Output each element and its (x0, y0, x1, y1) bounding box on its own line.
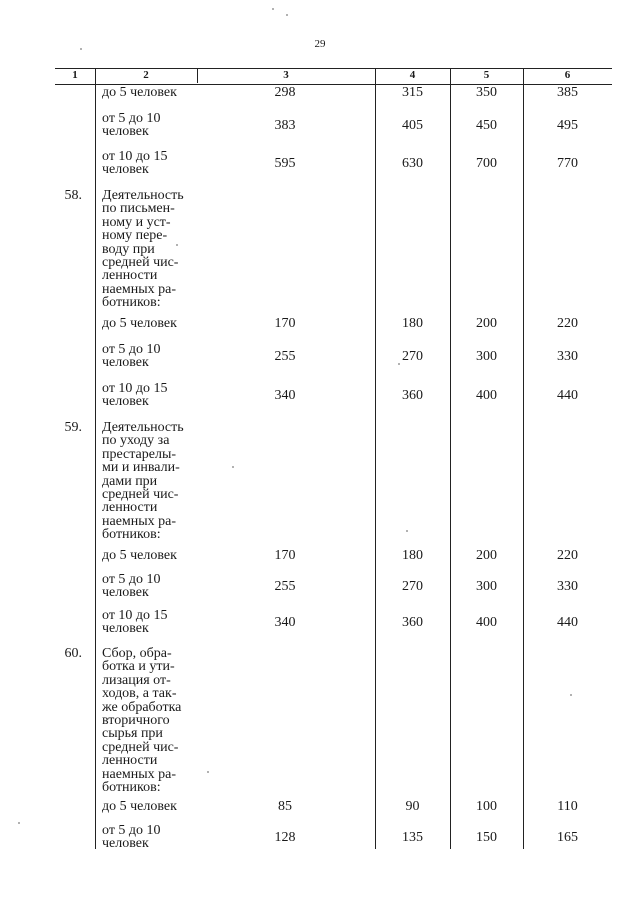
rate-col-3: 255 (274, 349, 296, 364)
rate-col-6: 110 (557, 799, 578, 814)
rate-col-4: 90 (405, 799, 420, 814)
row-description: Сбор, обра- ботка и ути- лизация от- ходов, а так- же обработка вторичного сырья при средней чис- ленности наемных ра- ботников: (102, 646, 182, 796)
header-col-2: 2 (143, 69, 149, 81)
rate-col-5: 400 (476, 615, 497, 630)
rate-col-4: 360 (402, 615, 423, 630)
rate-col-5: 200 (476, 316, 497, 331)
column-divider (197, 68, 198, 83)
rate-col-6: 165 (557, 830, 578, 845)
scan-speck (232, 466, 234, 468)
rate-col-6: 220 (557, 548, 578, 563)
rate-col-3: 128 (274, 830, 296, 845)
page-number: 29 (314, 38, 326, 50)
header-col-5: 5 (483, 69, 490, 81)
column-divider (375, 68, 376, 849)
rate-col-6: 330 (557, 579, 578, 594)
rate-col-6: 770 (557, 156, 578, 171)
scan-speck (286, 14, 288, 16)
rate-col-6: 440 (557, 615, 578, 630)
column-divider (523, 68, 524, 849)
rate-col-4: 135 (402, 830, 423, 845)
header-col-3: 3 (283, 69, 289, 81)
row-description: от 5 до 10 человек (102, 111, 161, 140)
row-description: Деятельность по письмен- ному и уст- ному пере- воду при средней чис- ленности наемных ра- ботников: (102, 188, 184, 311)
scan-speck (406, 530, 408, 532)
row-description: до 5 человек (102, 799, 177, 814)
row-number: 60. (64, 646, 82, 661)
rate-col-5: 300 (476, 349, 497, 364)
row-description: от 10 до 15 человек (102, 608, 168, 637)
rate-col-3: 85 (278, 799, 292, 814)
scan-speck (80, 48, 82, 50)
row-description: Деятельность по уходу за престарелы- ми и инвали- дами при средней чис- ленности наемных ра- ботников: (102, 420, 184, 543)
scan-speck (18, 822, 20, 824)
rate-col-5: 150 (476, 830, 497, 845)
column-divider (450, 68, 451, 849)
rate-col-6: 385 (557, 85, 578, 100)
rate-col-3: 255 (274, 579, 296, 594)
rate-col-3: 170 (274, 548, 296, 563)
rate-col-4: 270 (402, 579, 423, 594)
rate-col-6: 220 (557, 316, 578, 331)
row-number: 58. (64, 188, 82, 203)
rate-col-6: 440 (557, 388, 578, 403)
rate-col-3: 340 (274, 388, 296, 403)
rate-col-4: 180 (402, 316, 423, 331)
row-description: от 10 до 15 человек (102, 381, 168, 410)
row-description: от 5 до 10 человек (102, 572, 161, 601)
rate-col-6: 495 (557, 118, 578, 133)
rate-col-5: 350 (476, 85, 497, 100)
scan-speck (398, 363, 400, 365)
row-description: до 5 человек (102, 85, 177, 100)
rate-col-5: 700 (476, 156, 497, 171)
row-description: до 5 человек (102, 548, 177, 563)
rate-col-4: 315 (402, 85, 423, 100)
rate-col-4: 405 (402, 118, 423, 133)
column-divider (95, 68, 96, 849)
scan-speck (272, 8, 274, 10)
rate-col-5: 100 (476, 799, 497, 814)
rate-col-3: 340 (274, 615, 296, 630)
header-col-4: 4 (409, 69, 416, 81)
rate-col-5: 400 (476, 388, 497, 403)
rate-col-3: 170 (274, 316, 296, 331)
scan-speck (207, 771, 209, 773)
rate-col-5: 300 (476, 579, 497, 594)
rate-col-3: 298 (274, 85, 296, 100)
rate-col-5: 450 (476, 118, 497, 133)
rate-col-3: 383 (274, 118, 296, 133)
scan-speck (176, 244, 178, 246)
rate-col-4: 180 (402, 548, 423, 563)
row-description: от 5 до 10 человек (102, 342, 161, 371)
row-description: от 5 до 10 человек (102, 823, 161, 852)
row-description: от 10 до 15 человек (102, 149, 168, 178)
scan-speck (570, 694, 572, 696)
header-col-6: 6 (564, 69, 571, 81)
header-col-1: 1 (72, 69, 78, 81)
rate-col-6: 330 (557, 349, 578, 364)
rate-col-5: 200 (476, 548, 497, 563)
rate-col-3: 595 (274, 156, 296, 171)
row-number: 59. (64, 420, 82, 435)
rate-col-4: 360 (402, 388, 423, 403)
rate-col-4: 630 (402, 156, 423, 171)
row-description: до 5 человек (102, 316, 177, 331)
rate-col-4: 270 (402, 349, 423, 364)
